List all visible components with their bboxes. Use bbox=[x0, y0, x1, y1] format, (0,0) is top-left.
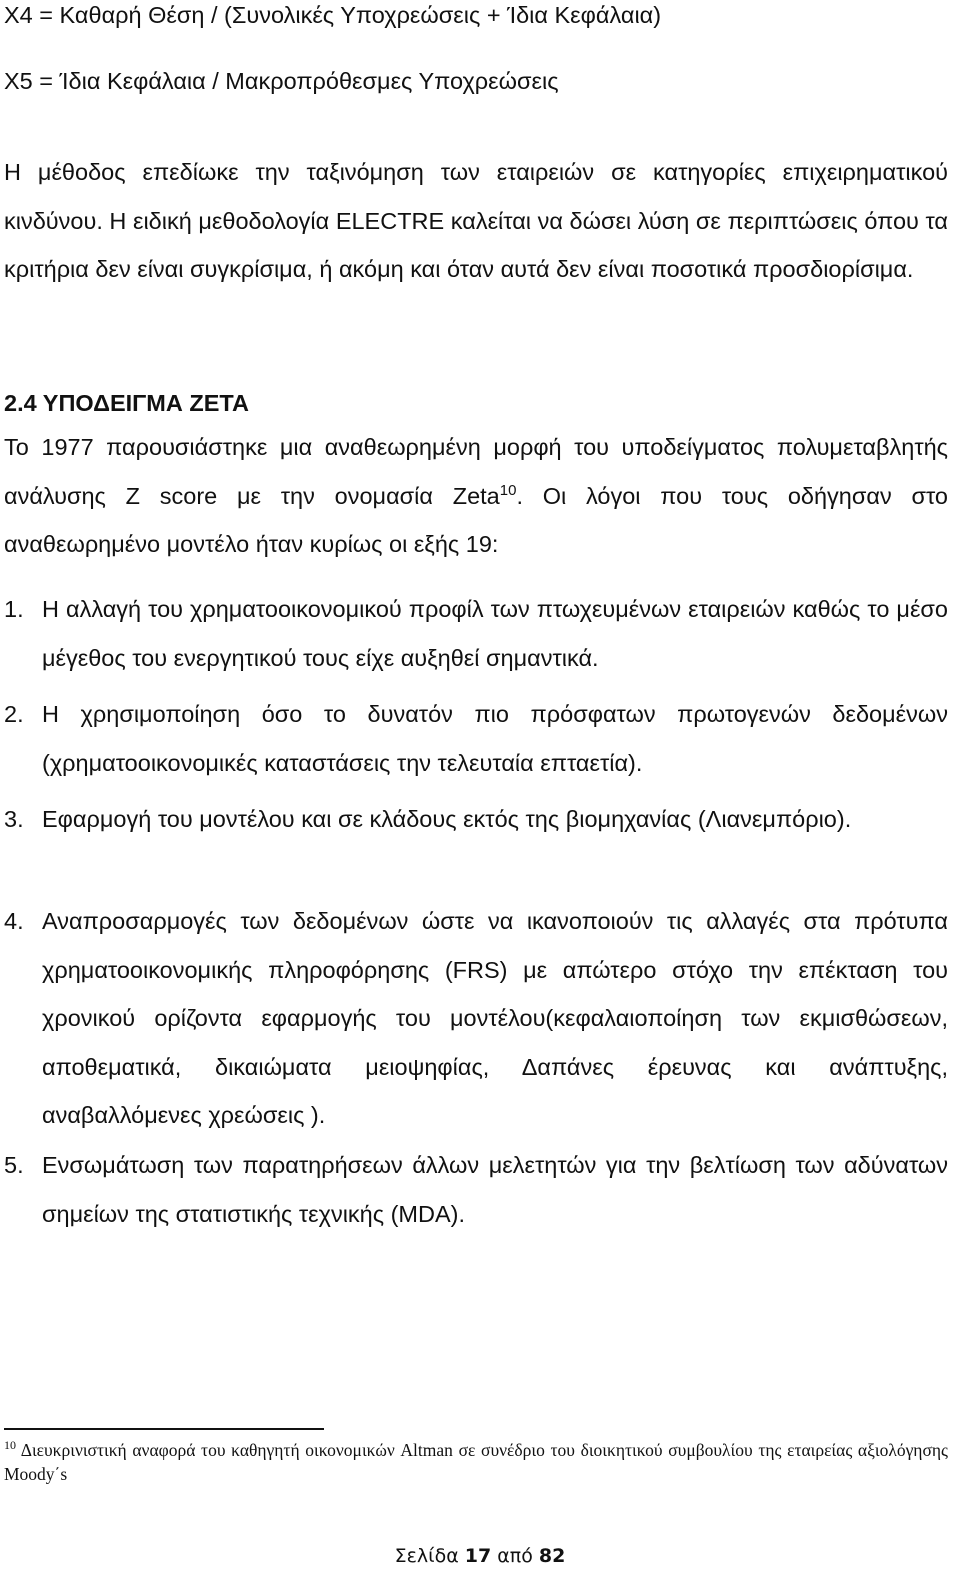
page-label: Σελίδα bbox=[394, 1545, 459, 1567]
footnote-divider bbox=[4, 1428, 324, 1430]
list-item-text: Εφαρμογή του μοντέλου και σε κλάδους εκτός της βιομηχανίας (Λιανεμπόριο). bbox=[42, 806, 852, 832]
page-number bbox=[0, 1544, 960, 1568]
list-item-text: Ενσωμάτωση των παρατηρήσεων άλλων μελετητών για την βελτίωση των αδύνατων σημείων της στατιστικής τεχνικής (MDA). bbox=[42, 1152, 948, 1227]
formula-x5: X5 = Ίδια Κεφάλαια / Μακροπρόθεσμες Υποχρεώσεις bbox=[4, 68, 559, 94]
section-heading: 2.4 ΥΠΟΔΕΙΓΜΑ ΖΕΤΑ bbox=[4, 390, 249, 416]
intro-paragraph: Η μέθοδος επεδίωκε την ταξινόμηση των εταιρειών σε κατηγορίες επιχειρηματικού κινδύνου. Η ειδική μεθοδολογία ELECTRE καλείται να δώσει λύση σε περιπτώσεις όπου τα κριτήρια δεν είναι συγκρίσιμα, ή ακόμη και όταν αυτά δεν είναι ποσοτικά προσδιορίσιμα. bbox=[4, 159, 948, 282]
page-current: 17 bbox=[464, 1545, 492, 1567]
list-item-number: 3. bbox=[4, 806, 24, 832]
footnote-reference: 10 bbox=[499, 481, 517, 499]
formula-x4: X4 = Καθαρή Θέση / (Συνολικές Υποχρεώσεις + Ίδια Κεφάλαια) bbox=[4, 2, 662, 28]
footnote bbox=[4, 1438, 948, 1486]
list-item-number: 1. bbox=[4, 596, 24, 622]
list-item-number: 2. bbox=[4, 701, 24, 727]
footnote-text: Διευκρινιστική αναφορά του καθηγητή οικονομικών Altman σε συνέδριο του διοικητικού συμβουλίου της εταιρείας αξιολόγησης Moody΄s bbox=[4, 1440, 948, 1484]
page-total: 82 bbox=[538, 1545, 566, 1567]
footnote-number: 10 bbox=[4, 1438, 16, 1453]
section-text-end: . Οι λόγοι που τους οδήγησαν στο αναθεωρημένο μοντέλο ήταν κυρίως οι εξής 19: bbox=[4, 482, 948, 557]
list-item-text: Η χρησιμοποίηση όσο το δυνατόν πιο πρόσφατων πρωτογενών δεδομένων (χρηματοοικονομικές καταστάσεις την τελευταία επταετία). bbox=[42, 701, 948, 776]
list-item-number: 5. bbox=[4, 1152, 24, 1178]
section-text-start: Το 1977 παρουσιάστηκε μια αναθεωρημένη μορφή του υποδείγματος πολυμεταβλητής ανάλυσης Z score με την ονομασία Zeta bbox=[4, 434, 948, 509]
page-separator: από bbox=[497, 1545, 533, 1567]
list-item-number: 4. bbox=[4, 908, 24, 934]
list-item-text: Αναπροσαρμογές των δεδομένων ώστε να ικανοποιούν τις αλλαγές στα πρότυπα χρηματοοικονομικής πληροφόρησης (FRS) με απώτερο στόχο την επέκταση του χρονικού ορίζοντα εφαρμογής του μοντέλου(κεφαλαιοποίηση των εκμισθώσεων, αποθεματικά, δικαιώματα μειοψηφίας, Δαπάνες έρευνας και ανάπτυξης, αναβαλλόμενες χρεώσεις ). bbox=[42, 908, 948, 1128]
list-item-text: Η αλλαγή του χρηματοοικονομικού προφίλ των πτωχευμένων εταιρειών καθώς το μέσο μέγεθος του ενεργητικού τους είχε αυξηθεί σημαντικά. bbox=[42, 596, 948, 671]
section-paragraph bbox=[4, 423, 948, 569]
